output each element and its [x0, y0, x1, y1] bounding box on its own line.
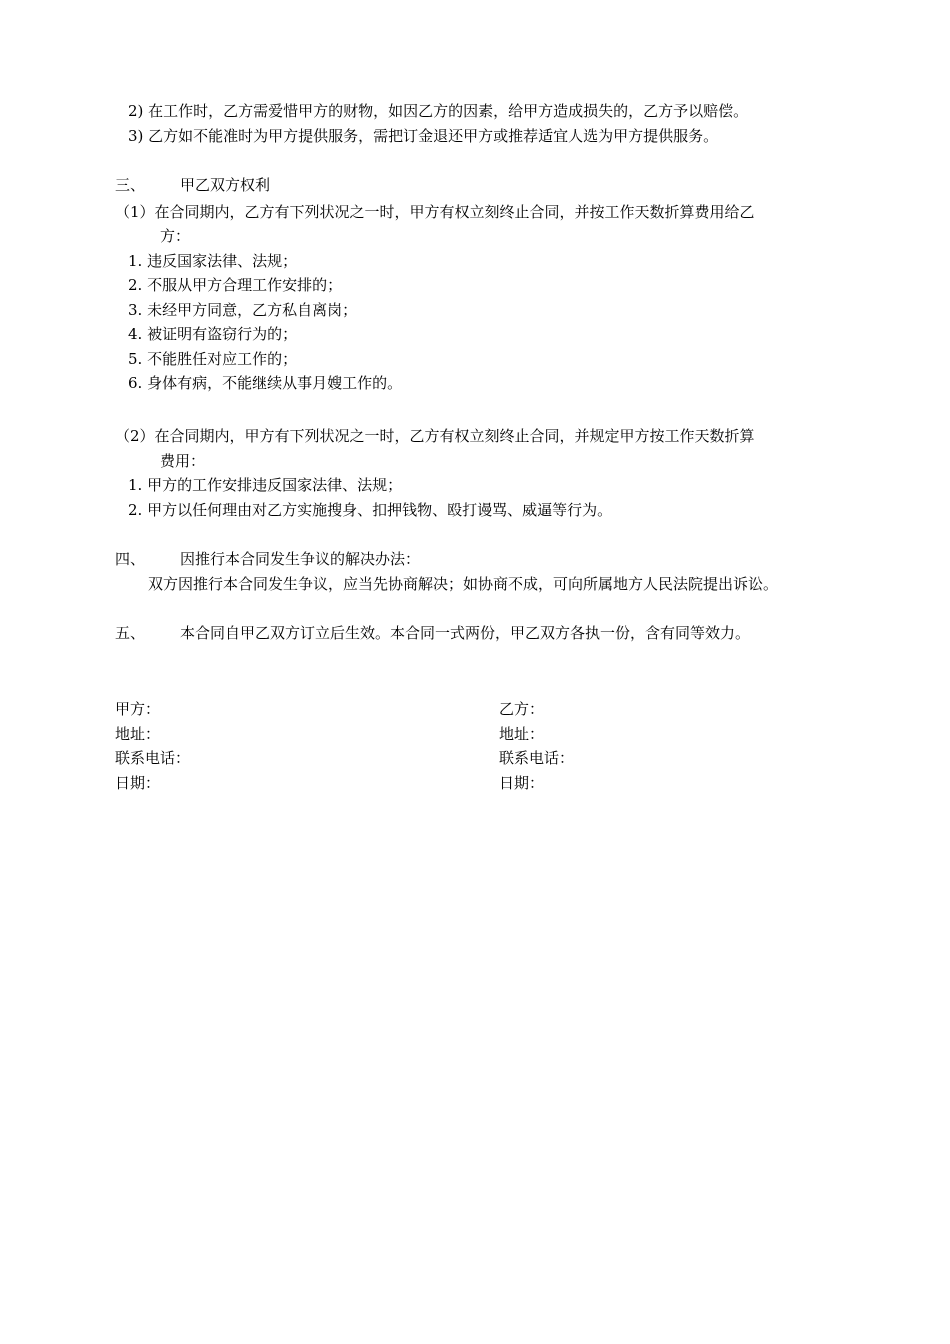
clause-2-line-2: 费用：: [160, 452, 206, 470]
duty-item-2: 2) 在工作时，乙方需爱惜甲方的财物，如因乙方的因素，给甲方造成损失的，乙方予以赔偿。: [128, 102, 749, 120]
clause-1-item: 5. 不能胜任对应工作的；: [128, 350, 298, 368]
party-b-phone-label: 联系电话：: [499, 749, 575, 767]
clause-2-item: 2. 甲方以任何理由对乙方实施搜身、扣押钱物、殴打谩骂、威逼等行为。: [128, 501, 613, 519]
clause-1-line-2: 方：: [160, 227, 191, 245]
clause-2-line-1: （2）在合同期内，甲方有下列状况之一时，乙方有权立刻终止合同，并规定甲方按工作天数折算: [115, 427, 755, 445]
section-4-body: 双方因推行本合同发生争议，应当先协商解决；如协商不成，可向所属地方人民法院提出诉讼。: [148, 575, 779, 593]
party-b-date-label: 日期：: [499, 773, 545, 792]
party-b-name-label: 乙方：: [499, 700, 545, 718]
clause-1-item: 3. 未经甲方同意，乙方私自离岗；: [128, 301, 358, 319]
clause-1-line-1: （1）在合同期内，乙方有下列状况之一时，甲方有权立刻终止合同，并按工作天数折算费用给乙: [115, 203, 755, 221]
party-a-phone-label: 联系电话：: [115, 749, 191, 767]
section-3-title: 甲乙双方权利: [180, 176, 271, 194]
clause-1-item: 1. 违反国家法律、法规；: [128, 252, 298, 270]
party-b-signature-block: [499, 697, 574, 795]
party-a-date-label: 日期：: [115, 773, 161, 792]
section-4-number: 四、: [115, 550, 146, 568]
section-4-title: 因推行本合同发生争议的解决办法：: [180, 550, 421, 568]
section-5-number: 五、: [115, 624, 146, 642]
section-3-number: 三、: [115, 176, 146, 194]
clause-2-item: 1. 甲方的工作安排违反国家法律、法规；: [128, 476, 403, 494]
party-a-address-label: 地址：: [115, 724, 161, 743]
party-a-name-label: 甲方：: [115, 700, 161, 718]
clause-1-item: 4. 被证明有盗窃行为的；: [128, 325, 298, 343]
clause-1-item: 6. 身体有病，不能继续从事月嫂工作的。: [128, 374, 403, 392]
clause-1-item: 2. 不服从甲方合理工作安排的；: [128, 276, 343, 294]
party-a-signature-block: [115, 697, 190, 795]
duty-item-3: 3) 乙方如不能准时为甲方提供服务，需把订金退还甲方或推荐适宜人选为甲方提供服务。: [128, 127, 719, 145]
section-5-body: 本合同自甲乙双方订立后生效。本合同一式两份，甲乙双方各执一份，含有同等效力。: [180, 624, 751, 642]
party-b-address-label: 地址：: [499, 724, 545, 743]
